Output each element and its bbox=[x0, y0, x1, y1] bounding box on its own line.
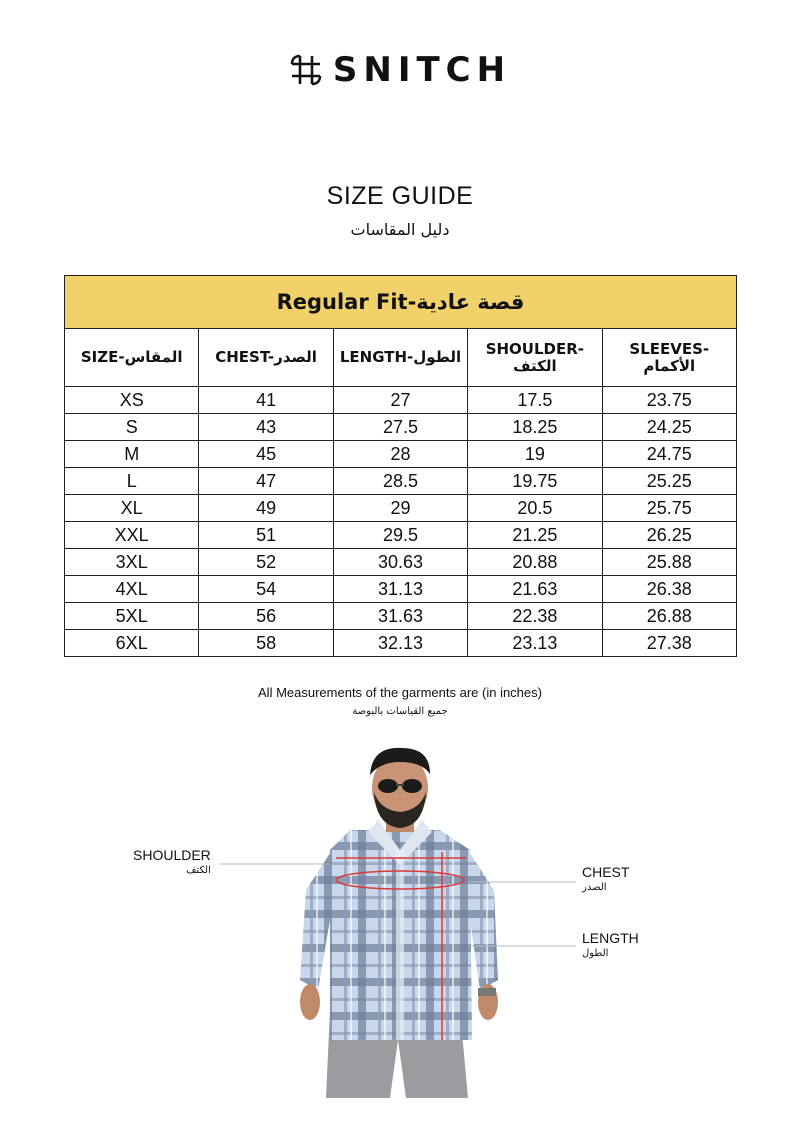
table-body bbox=[65, 387, 737, 657]
measurement-note: All Measurements of the garments are (in inches) bbox=[258, 685, 542, 700]
size-table bbox=[64, 275, 737, 657]
table-cell: 17.5 bbox=[468, 387, 602, 414]
table-cell: 24.25 bbox=[602, 414, 736, 441]
table-cell: 19.75 bbox=[468, 468, 602, 495]
column-header-label: SHOULDER- bbox=[485, 339, 585, 358]
table-cell: 29.5 bbox=[333, 522, 467, 549]
fit-title: Regular Fit-قصة عادية bbox=[65, 276, 737, 329]
table-cell: 26.88 bbox=[602, 603, 736, 630]
table-cell: S bbox=[65, 414, 199, 441]
column-header-label: CHEST-الصدر bbox=[215, 348, 317, 366]
table-row bbox=[65, 576, 737, 603]
table-cell: 6XL bbox=[65, 630, 199, 657]
shoulder-label-ar: الكتف bbox=[186, 865, 211, 876]
table-row bbox=[65, 441, 737, 468]
table-cell: 26.38 bbox=[602, 576, 736, 603]
table-cell: 27.5 bbox=[333, 414, 467, 441]
column-header-label-ar: الكتف bbox=[513, 356, 557, 375]
table-cell: 4XL bbox=[65, 576, 199, 603]
table-row bbox=[65, 495, 737, 522]
model-figure bbox=[290, 740, 510, 1100]
table-cell: 28 bbox=[333, 441, 467, 468]
table-cell: 58 bbox=[199, 630, 333, 657]
hashtag-knot-logo-icon bbox=[289, 53, 323, 87]
table-cell: 22.38 bbox=[468, 603, 602, 630]
table-row bbox=[65, 387, 737, 414]
column-header-sleeves bbox=[602, 329, 736, 387]
table-cell: 43 bbox=[199, 414, 333, 441]
table-cell: 26.25 bbox=[602, 522, 736, 549]
table-cell: 3XL bbox=[65, 549, 199, 576]
table-row bbox=[65, 603, 737, 630]
column-header-chest bbox=[199, 329, 333, 387]
left-arm bbox=[300, 850, 332, 990]
table-cell: 32.13 bbox=[333, 630, 467, 657]
brand-name: SNITCH bbox=[332, 50, 512, 90]
table-cell: 25.25 bbox=[602, 468, 736, 495]
shirt-placket bbox=[396, 850, 404, 1040]
fit-header-row bbox=[65, 276, 737, 329]
table-cell: 23.13 bbox=[468, 630, 602, 657]
table-cell: 31.13 bbox=[333, 576, 467, 603]
table-row bbox=[65, 468, 737, 495]
table-cell: L bbox=[65, 468, 199, 495]
chest-label-ar: الصدر bbox=[582, 882, 607, 893]
table-cell: 27.38 bbox=[602, 630, 736, 657]
table-cell: M bbox=[65, 441, 199, 468]
table-cell: 47 bbox=[199, 468, 333, 495]
length-label-ar: الطول bbox=[582, 948, 609, 959]
right-arm bbox=[468, 850, 498, 990]
shoulder-label bbox=[133, 847, 211, 876]
table-row bbox=[65, 414, 737, 441]
watch bbox=[478, 988, 496, 996]
left-hand bbox=[300, 984, 320, 1020]
table-cell: 25.88 bbox=[602, 549, 736, 576]
table-cell: 5XL bbox=[65, 603, 199, 630]
column-header-size bbox=[65, 329, 199, 387]
table-row bbox=[65, 630, 737, 657]
table-cell: XXL bbox=[65, 522, 199, 549]
page-subtitle-ar: دليل المقاسات bbox=[350, 220, 450, 239]
table-cell: 51 bbox=[199, 522, 333, 549]
table-cell: 56 bbox=[199, 603, 333, 630]
table-cell: 52 bbox=[199, 549, 333, 576]
table-cell: 25.75 bbox=[602, 495, 736, 522]
chest-label bbox=[582, 864, 629, 893]
column-header-row bbox=[65, 329, 737, 387]
column-header-label: LENGTH-الطول bbox=[339, 348, 462, 366]
table-cell: 45 bbox=[199, 441, 333, 468]
length-label bbox=[582, 930, 639, 959]
shoulder-label-en: SHOULDER bbox=[133, 847, 211, 863]
column-header-label: SIZE-المقاس bbox=[80, 348, 183, 366]
table-cell: 27 bbox=[333, 387, 467, 414]
length-label-en: LENGTH bbox=[582, 930, 639, 946]
table-cell: 21.63 bbox=[468, 576, 602, 603]
table-cell: 20.5 bbox=[468, 495, 602, 522]
chest-label-en: CHEST bbox=[582, 864, 630, 880]
brand-logo bbox=[0, 50, 800, 90]
table-row bbox=[65, 522, 737, 549]
table-cell: 21.25 bbox=[468, 522, 602, 549]
column-header-shoulder bbox=[468, 329, 602, 387]
column-header-label-ar: الأكمام bbox=[643, 356, 696, 375]
table-cell: 20.88 bbox=[468, 549, 602, 576]
measurement-note-ar: جميع القياسات بالبوصة bbox=[352, 706, 448, 717]
table-row bbox=[65, 549, 737, 576]
table-cell: 31.63 bbox=[333, 603, 467, 630]
column-header-label: SLEEVES- bbox=[629, 339, 710, 358]
table-cell: 49 bbox=[199, 495, 333, 522]
page-title: SIZE GUIDE bbox=[326, 182, 474, 210]
table-cell: XS bbox=[65, 387, 199, 414]
table-cell: 28.5 bbox=[333, 468, 467, 495]
table-cell: 29 bbox=[333, 495, 467, 522]
table-cell: 18.25 bbox=[468, 414, 602, 441]
table-cell: XL bbox=[65, 495, 199, 522]
column-header-length bbox=[333, 329, 467, 387]
table-cell: 19 bbox=[468, 441, 602, 468]
table-cell: 23.75 bbox=[602, 387, 736, 414]
table-cell: 24.75 bbox=[602, 441, 736, 468]
table-cell: 54 bbox=[199, 576, 333, 603]
table-cell: 41 bbox=[199, 387, 333, 414]
table-cell: 30.63 bbox=[333, 549, 467, 576]
